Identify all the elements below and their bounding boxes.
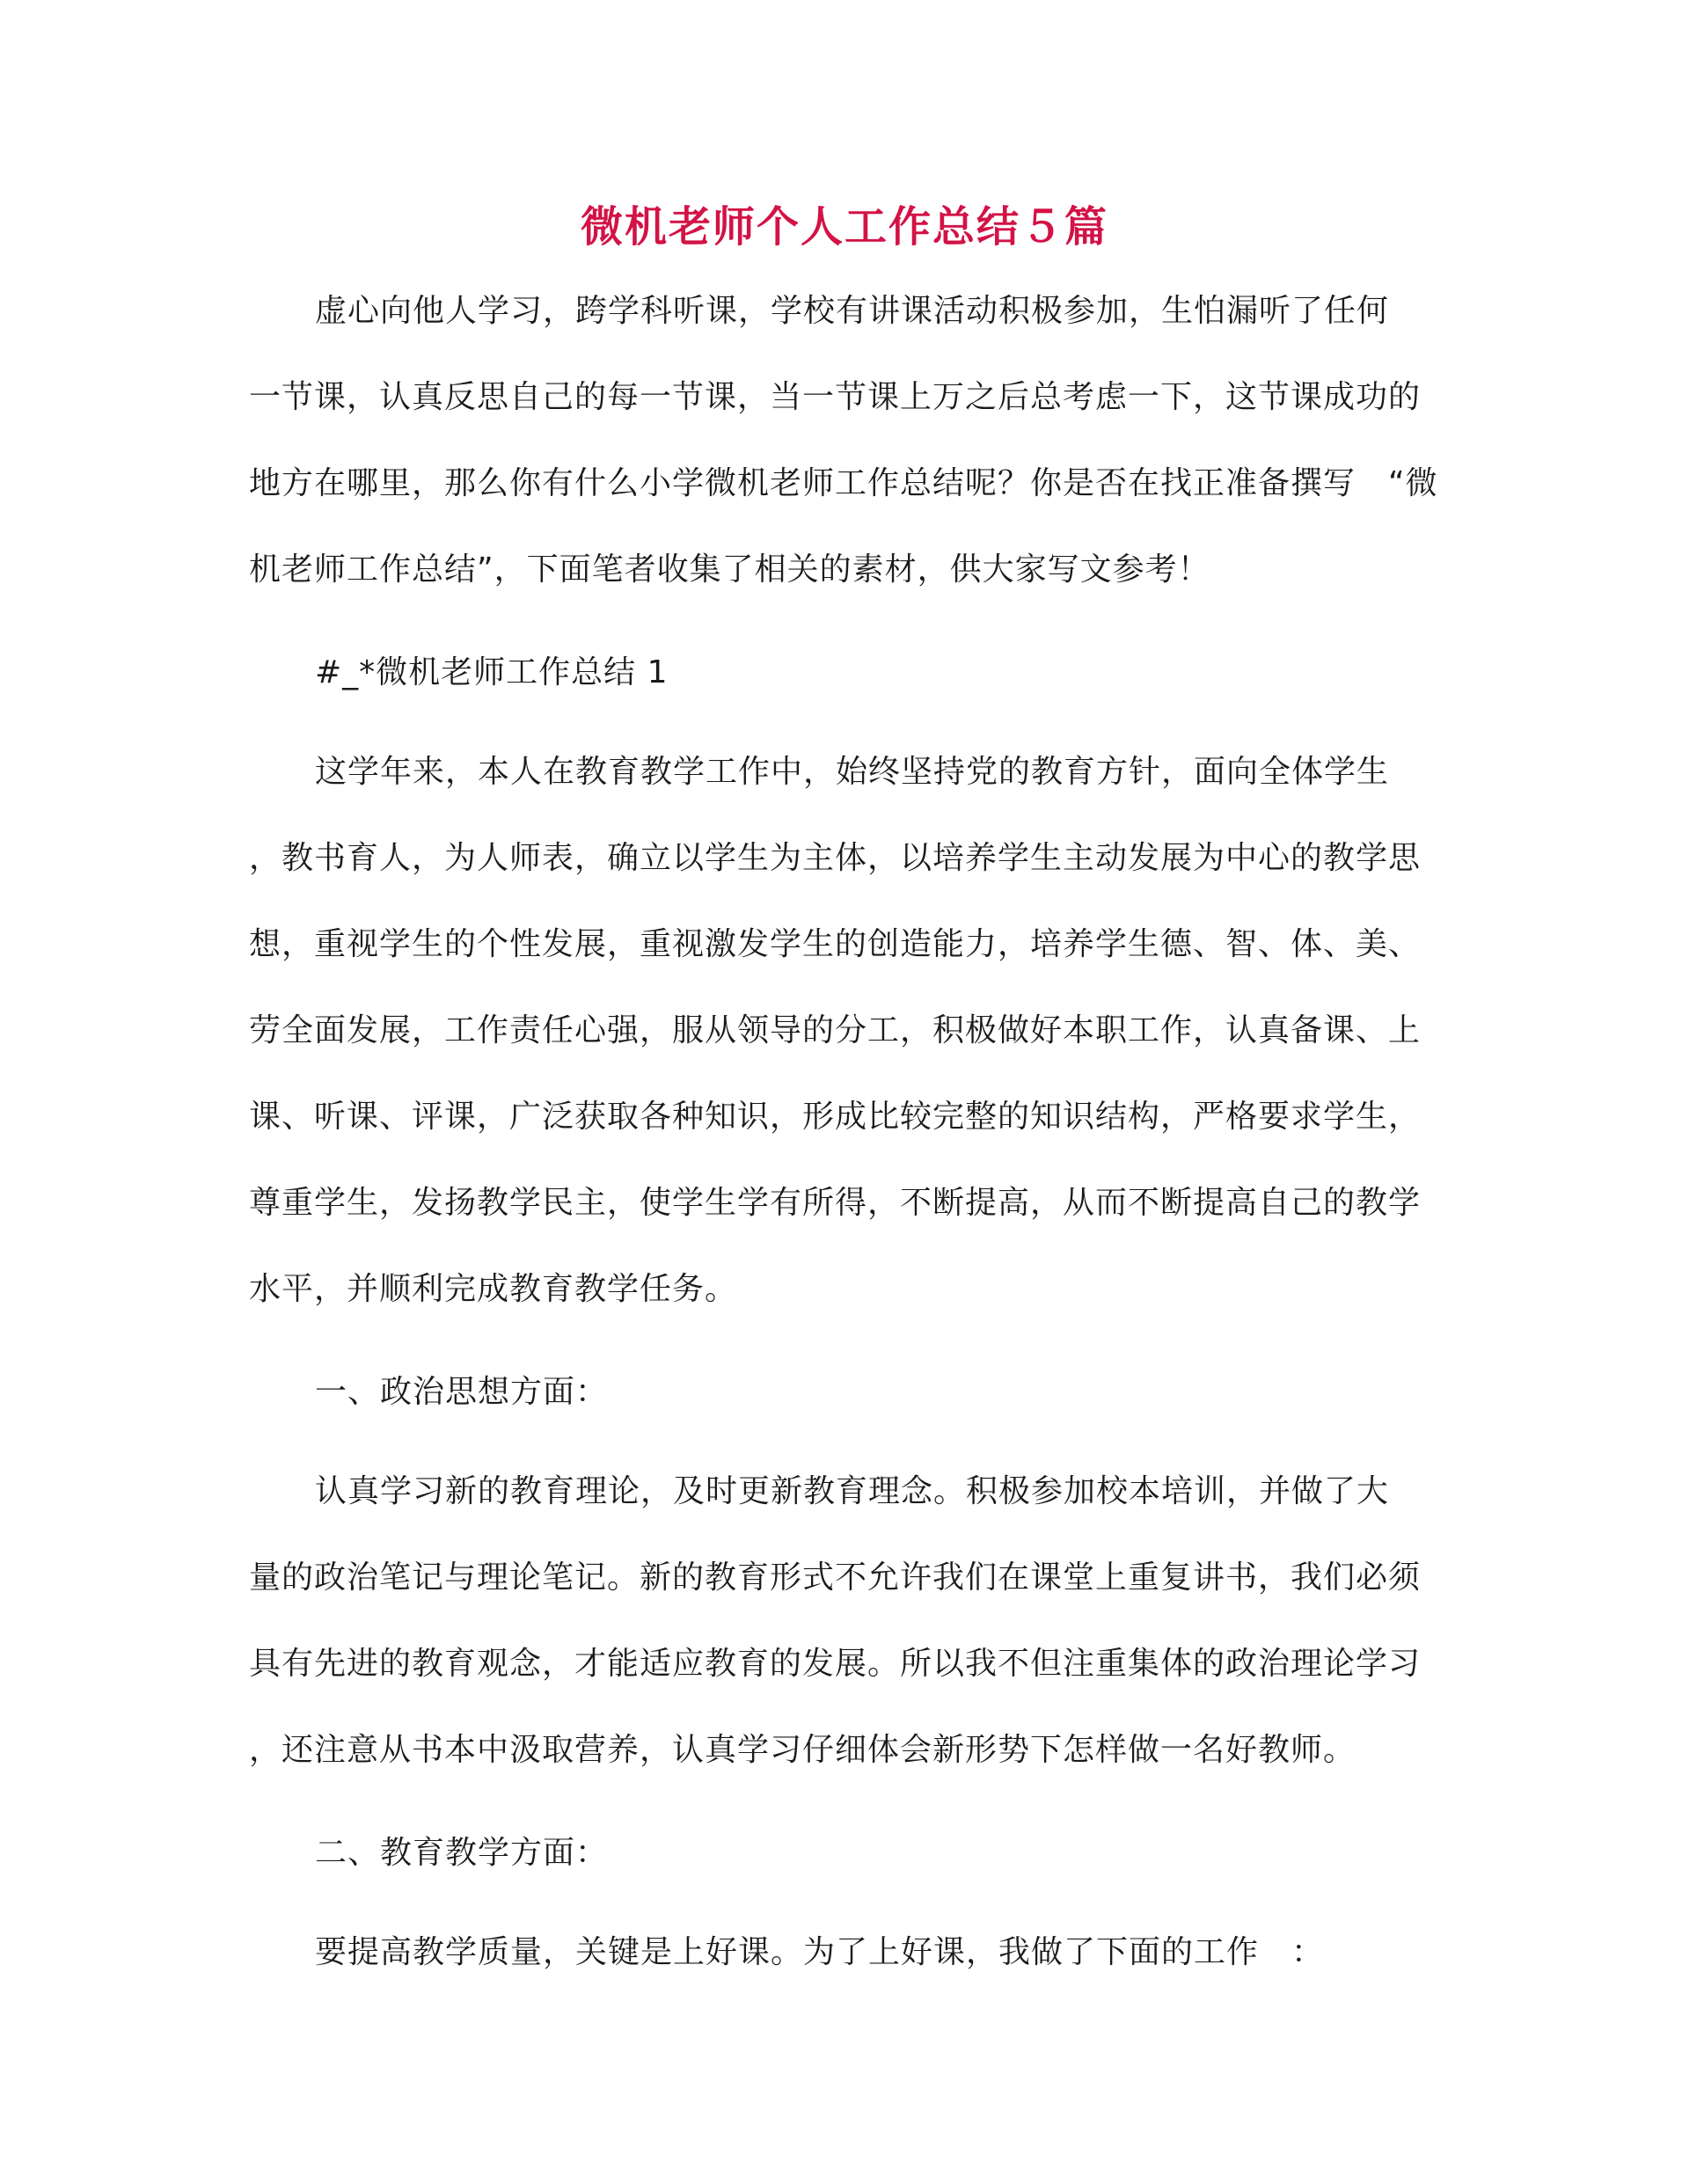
paragraph-line: 具有先进的教育观念，才能适应教育的发展。所以我不但注重集体的政治理论学习 — [249, 1646, 1422, 1682]
section-heading: 二、教育教学方面： — [315, 1835, 609, 1871]
paragraph-line: 量的政治笔记与理论笔记。新的教育形式不允许我们在课堂上重复讲书，我们必须 — [249, 1559, 1422, 1596]
section-heading: #_*微机老师工作总结 1 — [315, 654, 669, 690]
paragraph-line: 劳全面发展，工作责任心强，服从领导的分工，积极做好本职工作，认真备课、上 — [249, 1012, 1422, 1048]
document-title: 微机老师个人工作总结５篇 — [580, 202, 1108, 252]
section-heading: 一、政治思想方面： — [315, 1374, 609, 1410]
paragraph-line: 尊重学生，发扬教学民主，使学生学有所得，不断提高，从而不断提高自己的教学 — [249, 1185, 1422, 1221]
paragraph-line: 虚心向他人学习，跨学科听课，学校有讲课活动积极参加，生怕漏听了任何 — [315, 293, 1390, 329]
paragraph-line: ，还注意从书本中汲取营养，认真学习仔细体会新形势下怎样做一名好教师。 — [249, 1732, 1356, 1768]
paragraph-line: 一节课，认真反思自己的每一节课，当一节课上万之后总考虑一下，这节课成功的 — [249, 379, 1422, 415]
paragraph-line: ，教书育人，为人师表，确立以学生为主体，以培养学生主动发展为中心的教学思 — [249, 840, 1422, 876]
paragraph-line: 课、听课、评课，广泛获取各种知识，形成比较完整的知识结构，严格要求学生， — [249, 1099, 1422, 1135]
paragraph-line: 地方在哪里，那么你有什么小学微机老师工作总结呢？你是否在找正准备撰写 “微 — [249, 465, 1438, 501]
paragraph-line: 认真学习新的教育理论，及时更新教育理念。积极参加校本培训，并做了大 — [315, 1473, 1390, 1509]
paragraph-line: 想，重视学生的个性发展，重视激发学生的创造能力，培养学生德、智、体、美、 — [249, 926, 1422, 962]
paragraph-line: 机老师工作总结”，下面笔者收集了相关的素材，供大家写文参考！ — [249, 551, 1210, 588]
paragraph-line: 这学年来，本人在教育教学工作中，始终坚持党的教育方针，面向全体学生 — [315, 754, 1390, 790]
paragraph-line: 要提高教学质量，关键是上好课。为了上好课，我做了下面的工作 ： — [315, 1934, 1325, 1970]
paragraph-line: 水平，并顺利完成教育教学任务。 — [249, 1271, 738, 1307]
